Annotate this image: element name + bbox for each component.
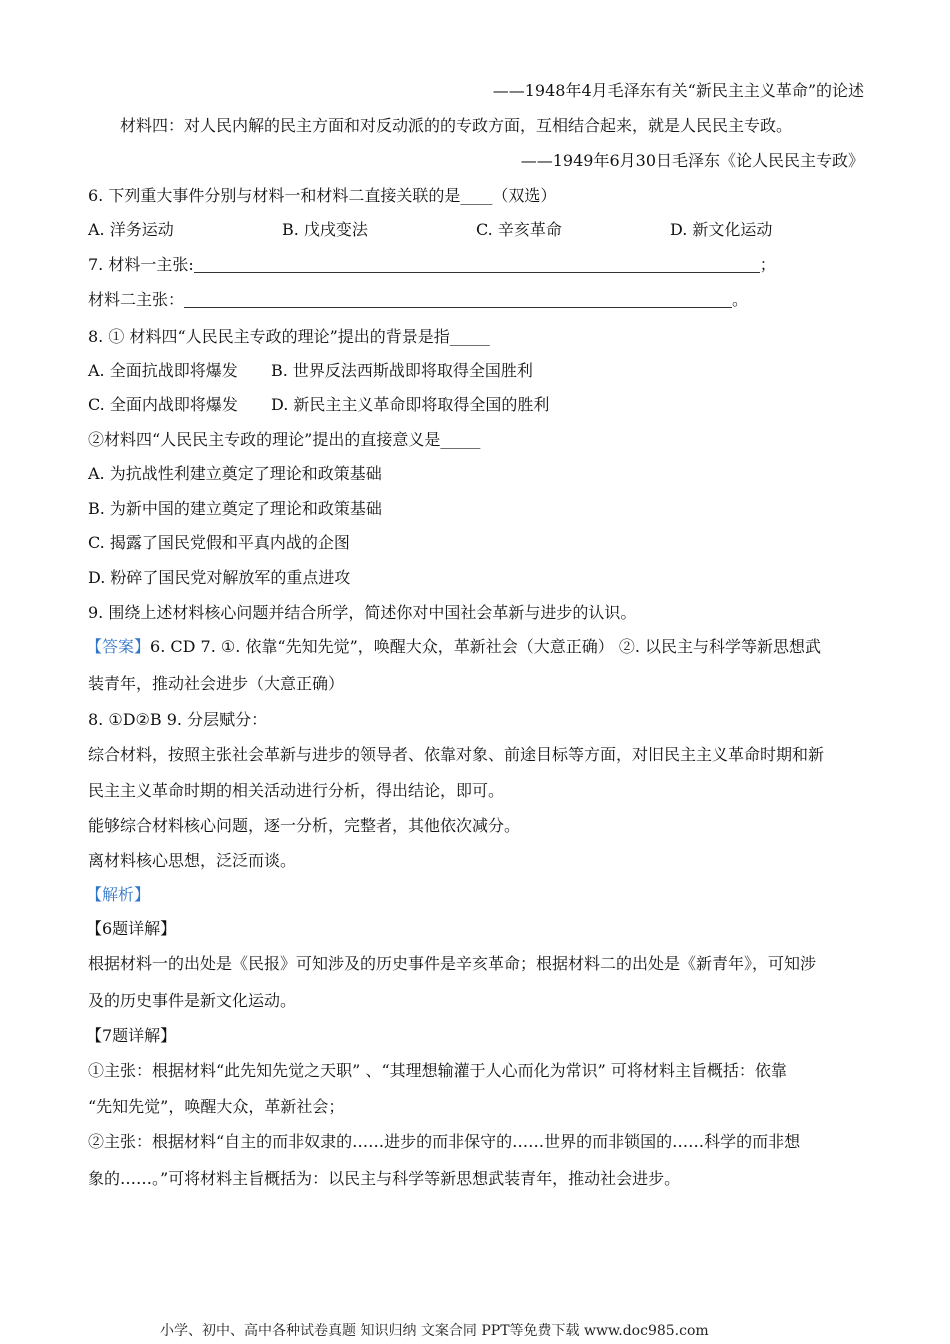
question-6-option-b: B. 戊戌变法 — [282, 220, 368, 239]
source-attribution-1949: ——1949年6月30日毛泽东《论人民民主专政》 — [520, 151, 864, 170]
answer-blank-1 — [194, 256, 760, 273]
question-6-option-d: D. 新文化运动 — [670, 220, 773, 239]
question-9-stem: 9. 围绕上述材料核心问题并结合所学，简述你对中国社会革新与进步的认识。 — [88, 603, 637, 622]
analysis-7-line-2: “先知先觉”，唤醒大众，革新社会； — [88, 1097, 345, 1116]
source-attribution-1948: ——1948年4月毛泽东有关“新民主主义革命”的论述 — [492, 81, 864, 100]
question-8-2-option-d: D. 粉碎了国民党对解放军的重点进攻 — [88, 568, 351, 587]
analysis-6-line-2: 及的历史事件是新文化运动。 — [88, 991, 297, 1010]
question-7-end-1: ； — [759, 255, 776, 274]
question-7-line-1 — [88, 254, 776, 276]
answer-line-5: 民主主义革命时期的相关活动进行分析，得出结论，即可。 — [88, 781, 505, 800]
question-6-option-a: A. 洋务运动 — [88, 220, 174, 239]
answer-line-2: 装青年，推动社会进步（大意正确） — [88, 674, 345, 693]
answer-line-4: 综合材料，按照主张社会革新与进步的领导者、依靠对象、前途目标等方面，对旧民主主义革命时期和新 — [88, 745, 825, 764]
answer-blank-2 — [184, 291, 732, 308]
question-8-2-option-c: C. 揭露了国民党假和平真内战的企图 — [88, 533, 350, 552]
analysis-7-line-4: 象的……。”可将材料主旨概括为：以民主与科学等新思想武装青年，推动社会进步。 — [88, 1169, 681, 1188]
question-8-stem-1: 8. ① 材料四“人民民主专政的理论”提出的背景是指_____ — [88, 327, 490, 346]
question-8-1-option-c: C. 全面内战即将爆发 — [88, 395, 238, 414]
question-8-2-option-b: B. 为新中国的建立奠定了理论和政策基础 — [88, 499, 382, 518]
analysis-7-line-3: ②主张：根据材料“自主的而非奴隶的……进步的而非保守的……世界的而非锁国的……科学的而非想 — [88, 1132, 801, 1151]
answer-tag: 【答案】 — [86, 637, 151, 656]
answer-line-6: 能够综合材料核心问题，逐一分析，完整者，其他依次减分。 — [88, 816, 521, 835]
answer-line-1 — [86, 636, 821, 658]
question-8-1-option-d: D. 新民主主义革命即将取得全国的胜利 — [271, 395, 550, 414]
analysis-6-line-1: 根据材料一的出处是《民报》可知涉及的历史事件是辛亥革命；根据材料二的出处是《新青年》，可知涉 — [88, 954, 817, 973]
analysis-heading-6: 【6题详解】 — [86, 919, 177, 938]
analysis-7-line-1: ①主张：根据材料“此先知先觉之天职” 、“其理想输灌于人心而化为常识” 可将材料主旨概括：依靠 — [88, 1061, 787, 1080]
question-7-line-2 — [88, 289, 748, 311]
question-8-1-option-a: A. 全面抗战即将爆发 — [88, 361, 238, 380]
answer-text-1: 6. CD 7. ①. 依靠“先知先觉”，唤醒大众，革新社会（大意正确） ②. 以民主与科学等新思想武 — [150, 637, 822, 656]
material-four: 材料四：对人民内解的民主方面和对反动派的的专政方面，互相结合起来，就是人民民主专政。 — [120, 116, 793, 135]
analysis-tag: 【解析】 — [86, 885, 151, 904]
question-7-end-2: 。 — [732, 290, 749, 309]
question-8-1-option-b: B. 世界反法西斯战即将取得全国胜利 — [271, 361, 533, 380]
analysis-heading-7: 【7题详解】 — [86, 1026, 177, 1045]
page-footer: 小学、初中、高中各种试卷真题 知识归纳 文案合同 PPT等免费下载 www.doc985.com — [160, 1323, 709, 1339]
question-8-stem-2: ②材料四“人民民主专政的理论”提出的直接意义是_____ — [88, 430, 481, 449]
question-6-stem: 6. 下列重大事件分别与材料一和材料二直接关联的是____（双选） — [88, 186, 557, 205]
answer-line-7: 离材料核心思想，泛泛而谈。 — [88, 851, 297, 870]
question-8-2-option-a: A. 为抗战性利建立奠定了理论和政策基础 — [88, 464, 382, 483]
question-7-label-1: 7. 材料一主张: — [88, 255, 194, 274]
question-6-option-c: C. 辛亥革命 — [476, 220, 562, 239]
question-7-label-2: 材料二主张： — [88, 290, 185, 309]
answer-line-3: 8. ①D②B 9. 分层赋分： — [88, 710, 268, 729]
